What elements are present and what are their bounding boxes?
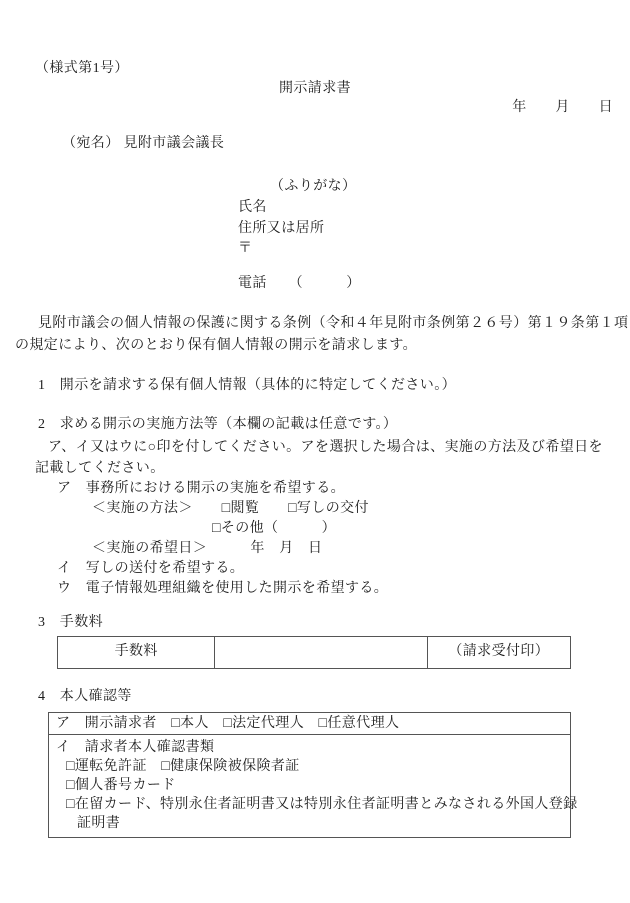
- preamble-line-1: 見附市議会の個人情報の保護に関する条例（令和４年見附市条例第２６号）第１９条第１項: [38, 316, 629, 331]
- fee-table-value-cell: [215, 637, 427, 668]
- address-label: 住所又は居所: [238, 221, 325, 236]
- item2-option-a: ア 事務所における開示の実施を希望する。: [57, 481, 345, 496]
- identity-documents-title: イ 請求者本人確認書類: [56, 740, 215, 755]
- identity-documents-line-1: □運転免許証 □健康保険被保険者証: [66, 759, 300, 774]
- preamble-line-2: の規定により、次のとおり保有個人情報の開示を請求します。: [15, 338, 418, 353]
- item2-option-i: イ 写しの送付を希望する。: [57, 561, 245, 576]
- fee-table: [57, 636, 571, 669]
- name-label: 氏名: [238, 200, 267, 215]
- identity-table-row-requester: ア 開示請求者 □本人 □法定代理人 □任意代理人: [49, 713, 570, 735]
- item2-option-u: ウ 電子情報処理組織を使用した開示を希望する。: [57, 581, 389, 596]
- fee-table-stamp-cell: （請求受付印）: [448, 644, 550, 659]
- item1-heading: 1 開示を請求する保有個人情報（具体的に特定してください。）: [38, 378, 456, 393]
- item2-wish-date-line: ＜実施の希望日＞ 年 月 日: [92, 541, 323, 556]
- fee-table-label-cell: 手数料: [58, 637, 215, 668]
- phone-line: 電話 （ ）: [238, 276, 361, 291]
- date-placeholder: 年 月 日: [512, 100, 613, 115]
- identity-table-row-documents: [49, 735, 578, 837]
- addressee-line: （宛名） 見附市議会議長: [62, 136, 225, 151]
- item2-note-line-1: ア、イ又はウに○印を付してください。アを選択した場合は、実施の方法及び希望日を: [48, 440, 603, 455]
- item2-note-line-2: 記載してください。: [35, 461, 165, 476]
- identity-documents-line-3: □在留カード、特別永住者証明書又は特別永住者証明書とみなされる外国人登録: [66, 797, 578, 812]
- identity-confirmation-table: [48, 712, 578, 838]
- postal-mark: 〒: [238, 241, 253, 256]
- item4-heading: 4 本人確認等: [38, 689, 132, 704]
- item2-method-line: ＜実施の方法＞ □閲覧 □写しの交付: [92, 501, 369, 516]
- form-number: （様式第1号）: [35, 61, 129, 76]
- document-title: 開示請求書: [279, 81, 351, 96]
- identity-documents-line-4: 証明書: [77, 816, 121, 831]
- item3-heading: 3 手数料: [38, 615, 103, 630]
- furigana-label: （ふりがな）: [270, 179, 357, 194]
- identity-documents-line-2: □個人番号カード: [66, 778, 176, 793]
- item2-heading: 2 求める開示の実施方法等（本欄の記載は任意です。）: [38, 417, 398, 432]
- item2-other-checkbox-line: □その他（ ）: [212, 521, 337, 536]
